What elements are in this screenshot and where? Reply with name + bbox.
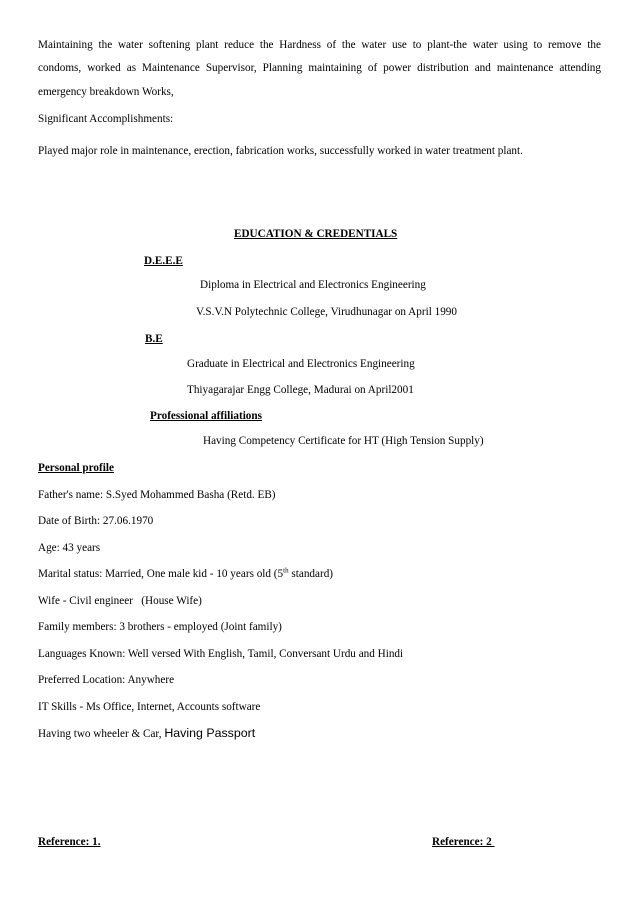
marital-status-superscript: th [283, 566, 289, 575]
vehicle-text: Having two wheeler & Car, [38, 728, 165, 740]
languages-known: Languages Known: Well versed With English, Tamil, Conversant Urdu and Hindi [38, 648, 404, 660]
marital-status [38, 568, 333, 581]
accomplishments-text: Played major role in maintenance, erection, fabrication works, successfully worked in water treatment plant. [38, 145, 523, 157]
deee-line-2: V.S.V.N Polytechnic College, Virudhunagar on April 1990 [196, 306, 457, 318]
passport-text: Having Passport [164, 726, 256, 740]
be-label: B.E [145, 333, 163, 345]
personal-profile-heading: Personal profile [38, 462, 114, 474]
it-skills: IT Skills - Ms Office, Internet, Accounts software [38, 701, 261, 713]
marital-status-text: Marital status: Married, One male kid - 10 years old (5 [38, 568, 284, 580]
be-line-2: Thiyagarajar Engg College, Madurai on April2001 [187, 384, 414, 396]
education-heading: EDUCATION & CREDENTIALS [234, 228, 398, 240]
affiliations-line-1: Having Competency Certificate for HT (High Tension Supply) [203, 435, 484, 447]
responsibilities-line-1: Maintaining the water softening plant reduce the Hardness of the water use to plant-the water using to remove the [38, 39, 601, 51]
responsibilities-line-3: emergency breakdown Works, [38, 86, 174, 98]
date-of-birth: Date of Birth: 27.06.1970 [38, 515, 154, 527]
family-members: Family members: 3 brothers - employed (Joint family) [38, 621, 282, 633]
accomplishments-heading: Significant Accomplishments: [38, 113, 174, 125]
deee-label: D.E.E.E [144, 255, 183, 267]
vehicle-passport [38, 726, 255, 741]
reference-1: Reference: 1. [38, 836, 101, 848]
preferred-location: Preferred Location: Anywhere [38, 674, 175, 686]
age: Age: 43 years [38, 542, 101, 554]
reference-2: Reference: 2 [432, 836, 495, 848]
deee-line-1: Diploma in Electrical and Electronics Engineering [200, 279, 426, 291]
be-line-1: Graduate in Electrical and Electronics Engineering [187, 358, 415, 370]
wife-info: Wife - Civil engineer (House Wife) [38, 595, 202, 607]
father-name: Father's name: S.Syed Mohammed Basha (Retd. EB) [38, 489, 276, 501]
marital-status-text-end: standard) [288, 568, 334, 580]
affiliations-label: Professional affiliations [150, 410, 262, 422]
responsibilities-line-2: condoms, worked as Maintenance Supervisor, Planning maintaining of power distribution and maintenance attending [38, 62, 601, 74]
